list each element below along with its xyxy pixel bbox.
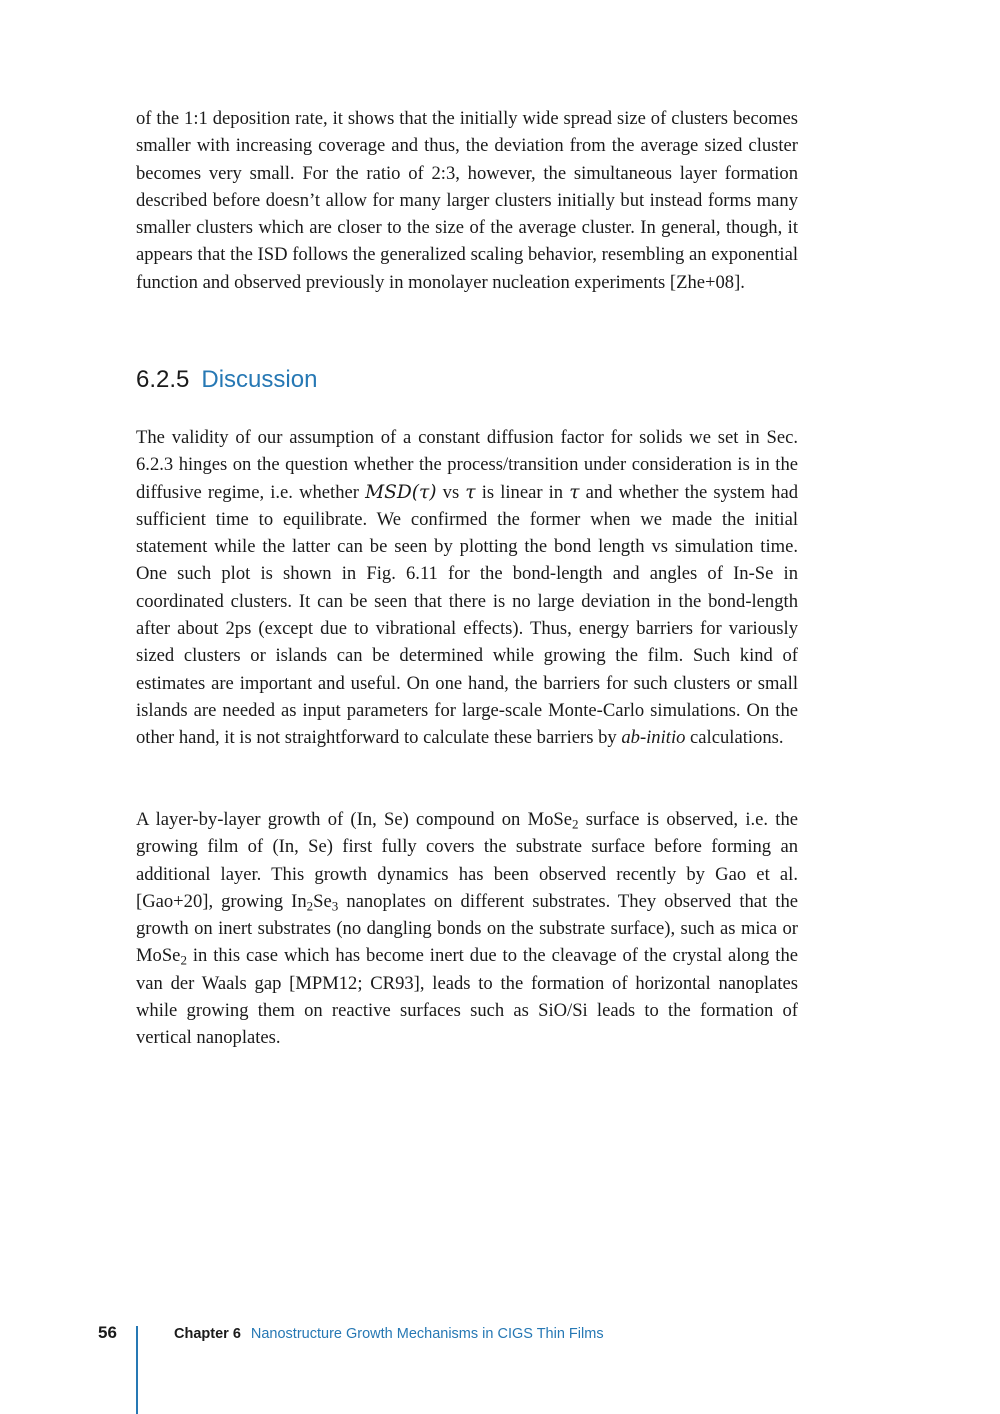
text-run: vs [436,481,466,503]
text-run: Se [313,890,332,912]
chapter-label: Chapter 6 [174,1326,241,1342]
text-run: A layer-by-layer growth of (In, Se) compound on MoSe [136,809,573,830]
text-run: surface is observed, i.e. the growing film of (In, Se) first fully covers the substrate surface before forming an additional layer. This growth dynamics has been observed recently by Gao et al. [Gao+20], growing In [136,809,798,912]
math-tau: τ [569,481,580,503]
section-heading [136,364,317,396]
page-number: 56 [98,1323,117,1342]
chapter-title: Nanostructure Growth Mechanisms in CIGS Thin Films [250,1326,604,1342]
footer-rule [136,1326,138,1414]
text-run: and whether the system had sufficient time to equilibrate. We confirmed the former when we made the initial statement while the latter can be seen by plotting the bond length vs simulation time. One such plot is shown in Fig. 6.11 for the bond-length and angles of In-Se in coordinated clusters. It can be seen that there is no large deviation in the bond-length after about 2ps (except due to vibrational effects). Thus, energy barriers for variously sized clusters or islands can be determined while growing the film. Such kind of estimates are important and useful. On one hand, the barriers for such clusters or small islands are needed as input parameters for large-scale Monte-Carlo simulations. On the other hand, it is not straightforward to calculate these barriers by [136,481,798,749]
math-tau: τ [465,481,476,503]
paragraph-discussion [136,424,798,752]
subscript: 2 [572,816,579,832]
math-msd-tau: MSD(τ) [365,481,437,503]
emphasis-ab-initio: ab-initio [621,727,686,749]
subscript: 3 [331,898,339,914]
subscript: 2 [180,952,187,968]
footer-chapter [174,1326,604,1342]
paragraph-intro: of the 1:1 deposition rate, it shows that the initially wide spread size of clusters becomes smaller with increasing coverage and thus, the deviation from the average sized cluster becomes very small. For the ratio of 2:3, however, the simultaneous layer formation described before doesn’t allow for many larger clusters initially but instead forms many smaller clusters which are closer to the size of the average cluster. In general, though, it appears that the ISD follows the generalized scaling behavior, resembling an exponential function and observed previously in monolayer nucleation experiments [Zhe+08]. [136,108,798,293]
text-run: in this case which has become inert due to the cleavage of the crystal along the van der Waals gap [MPM12; CR93], leads to the formation of horizontal nanoplates while growing them on reactive surfaces such as SiO/Si leads to the formation of vertical nanoplates. [136,945,798,1049]
paragraph-growth [136,806,798,1052]
text-run: nanoplates on different substrates. They observed that the growth on inert substrates (no dangling bonds on the substrate surface), such as mica or MoSe [136,890,798,967]
subscript: 2 [306,898,314,914]
text-run: is linear in [475,481,570,503]
text-run: calculations. [685,727,784,749]
text-run: The validity of our assumption of a constant diffusion factor for solids we set in Sec. 6.2.3 hinges on the question whether the process/transition under consideration is in the diffusive regime, i.e. whether [136,427,798,503]
section-title: Discussion [201,366,318,393]
section-number: 6.2.5 [136,366,190,393]
